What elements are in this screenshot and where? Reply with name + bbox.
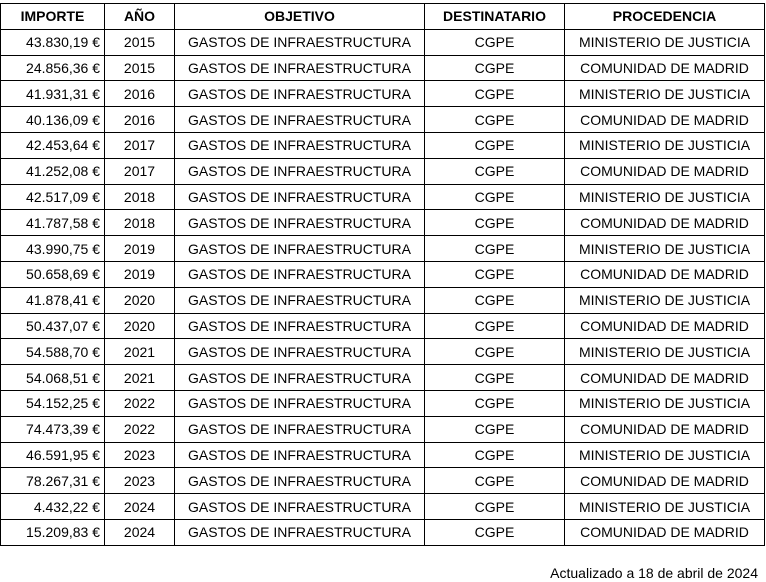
table-row [1, 313, 765, 339]
table-row [1, 519, 765, 545]
cell-importe: 41.787,58 € [1, 210, 105, 236]
cell-importe: 54.152,25 € [1, 390, 105, 416]
cell-objetivo: GASTOS DE INFRAESTRUCTURA [175, 442, 425, 468]
cell-objetivo: GASTOS DE INFRAESTRUCTURA [175, 313, 425, 339]
cell-ano: 2016 [105, 81, 175, 107]
cell-importe: 43.830,19 € [1, 29, 105, 55]
cell-ano: 2024 [105, 494, 175, 520]
cell-objetivo: GASTOS DE INFRAESTRUCTURA [175, 261, 425, 287]
cell-procedencia: COMUNIDAD DE MADRID [565, 416, 765, 442]
cell-objetivo: GASTOS DE INFRAESTRUCTURA [175, 158, 425, 184]
cell-destinatario: CGPE [425, 261, 565, 287]
cell-ano: 2015 [105, 55, 175, 81]
cell-destinatario: CGPE [425, 29, 565, 55]
cell-procedencia: MINISTERIO DE JUSTICIA [565, 29, 765, 55]
cell-destinatario: CGPE [425, 390, 565, 416]
cell-importe: 24.856,36 € [1, 55, 105, 81]
cell-destinatario: CGPE [425, 365, 565, 391]
cell-objetivo: GASTOS DE INFRAESTRUCTURA [175, 184, 425, 210]
table-row [1, 339, 765, 365]
cell-procedencia: COMUNIDAD DE MADRID [565, 210, 765, 236]
cell-destinatario: CGPE [425, 210, 565, 236]
cell-ano: 2021 [105, 365, 175, 391]
table-row [1, 390, 765, 416]
cell-objetivo: GASTOS DE INFRAESTRUCTURA [175, 365, 425, 391]
cell-ano: 2017 [105, 132, 175, 158]
cell-ano: 2018 [105, 210, 175, 236]
table-row [1, 236, 765, 262]
cell-objetivo: GASTOS DE INFRAESTRUCTURA [175, 107, 425, 133]
cell-importe: 54.588,70 € [1, 339, 105, 365]
cell-importe: 50.658,69 € [1, 261, 105, 287]
cell-objetivo: GASTOS DE INFRAESTRUCTURA [175, 81, 425, 107]
cell-importe: 15.209,83 € [1, 519, 105, 545]
table-row [1, 184, 765, 210]
cell-objetivo: GASTOS DE INFRAESTRUCTURA [175, 287, 425, 313]
table-row [1, 416, 765, 442]
table-header [1, 4, 765, 30]
cell-procedencia: COMUNIDAD DE MADRID [565, 107, 765, 133]
cell-ano: 2023 [105, 442, 175, 468]
cell-importe: 41.931,31 € [1, 81, 105, 107]
cell-objetivo: GASTOS DE INFRAESTRUCTURA [175, 210, 425, 236]
table-row [1, 287, 765, 313]
cell-ano: 2022 [105, 416, 175, 442]
cell-procedencia: COMUNIDAD DE MADRID [565, 261, 765, 287]
cell-destinatario: CGPE [425, 81, 565, 107]
cell-ano: 2024 [105, 519, 175, 545]
cell-importe: 41.252,08 € [1, 158, 105, 184]
cell-importe: 78.267,31 € [1, 468, 105, 494]
cell-procedencia: MINISTERIO DE JUSTICIA [565, 184, 765, 210]
cell-importe: 4.432,22 € [1, 494, 105, 520]
header-row [1, 4, 765, 30]
cell-procedencia: COMUNIDAD DE MADRID [565, 365, 765, 391]
cell-objetivo: GASTOS DE INFRAESTRUCTURA [175, 339, 425, 365]
cell-ano: 2022 [105, 390, 175, 416]
cell-destinatario: CGPE [425, 494, 565, 520]
cell-objetivo: GASTOS DE INFRAESTRUCTURA [175, 29, 425, 55]
cell-procedencia: COMUNIDAD DE MADRID [565, 55, 765, 81]
cell-ano: 2020 [105, 287, 175, 313]
cell-importe: 43.990,75 € [1, 236, 105, 262]
cell-ano: 2021 [105, 339, 175, 365]
cell-procedencia: COMUNIDAD DE MADRID [565, 468, 765, 494]
cell-ano: 2015 [105, 29, 175, 55]
cell-objetivo: GASTOS DE INFRAESTRUCTURA [175, 236, 425, 262]
header-destinatario: DESTINATARIO [425, 4, 565, 30]
cell-importe: 42.517,09 € [1, 184, 105, 210]
cell-importe: 50.437,07 € [1, 313, 105, 339]
table-row [1, 81, 765, 107]
cell-destinatario: CGPE [425, 416, 565, 442]
cell-procedencia: MINISTERIO DE JUSTICIA [565, 339, 765, 365]
cell-importe: 42.453,64 € [1, 132, 105, 158]
cell-objetivo: GASTOS DE INFRAESTRUCTURA [175, 55, 425, 81]
table-row [1, 494, 765, 520]
cell-importe: 41.878,41 € [1, 287, 105, 313]
cell-destinatario: CGPE [425, 132, 565, 158]
cell-destinatario: CGPE [425, 236, 565, 262]
table-row [1, 107, 765, 133]
cell-procedencia: MINISTERIO DE JUSTICIA [565, 81, 765, 107]
cell-objetivo: GASTOS DE INFRAESTRUCTURA [175, 416, 425, 442]
cell-procedencia: MINISTERIO DE JUSTICIA [565, 390, 765, 416]
cell-destinatario: CGPE [425, 184, 565, 210]
cell-objetivo: GASTOS DE INFRAESTRUCTURA [175, 494, 425, 520]
cell-destinatario: CGPE [425, 107, 565, 133]
cell-procedencia: MINISTERIO DE JUSTICIA [565, 132, 765, 158]
cell-importe: 74.473,39 € [1, 416, 105, 442]
cell-ano: 2018 [105, 184, 175, 210]
cell-destinatario: CGPE [425, 287, 565, 313]
cell-destinatario: CGPE [425, 442, 565, 468]
cell-importe: 40.136,09 € [1, 107, 105, 133]
cell-ano: 2019 [105, 261, 175, 287]
cell-procedencia: COMUNIDAD DE MADRID [565, 519, 765, 545]
cell-procedencia: MINISTERIO DE JUSTICIA [565, 236, 765, 262]
table-row [1, 261, 765, 287]
table-row [1, 365, 765, 391]
cell-ano: 2016 [105, 107, 175, 133]
table-row [1, 55, 765, 81]
table-row [1, 468, 765, 494]
cell-objetivo: GASTOS DE INFRAESTRUCTURA [175, 468, 425, 494]
cell-ano: 2017 [105, 158, 175, 184]
cell-destinatario: CGPE [425, 468, 565, 494]
table-body [1, 29, 765, 545]
cell-destinatario: CGPE [425, 339, 565, 365]
header-ano: AÑO [105, 4, 175, 30]
cell-procedencia: COMUNIDAD DE MADRID [565, 313, 765, 339]
cell-ano: 2020 [105, 313, 175, 339]
header-procedencia: PROCEDENCIA [565, 4, 765, 30]
cell-procedencia: MINISTERIO DE JUSTICIA [565, 287, 765, 313]
cell-destinatario: CGPE [425, 55, 565, 81]
cell-objetivo: GASTOS DE INFRAESTRUCTURA [175, 132, 425, 158]
cell-importe: 46.591,95 € [1, 442, 105, 468]
table-row [1, 158, 765, 184]
header-objetivo: OBJETIVO [175, 4, 425, 30]
header-importe: IMPORTE [1, 4, 105, 30]
cell-ano: 2019 [105, 236, 175, 262]
cell-destinatario: CGPE [425, 158, 565, 184]
cell-procedencia: COMUNIDAD DE MADRID [565, 158, 765, 184]
cell-destinatario: CGPE [425, 313, 565, 339]
cell-destinatario: CGPE [425, 519, 565, 545]
cell-importe: 54.068,51 € [1, 365, 105, 391]
table-row [1, 442, 765, 468]
cell-procedencia: MINISTERIO DE JUSTICIA [565, 494, 765, 520]
table-row [1, 29, 765, 55]
table-row [1, 132, 765, 158]
funding-table [0, 3, 765, 546]
table-row [1, 210, 765, 236]
cell-objetivo: GASTOS DE INFRAESTRUCTURA [175, 519, 425, 545]
cell-ano: 2023 [105, 468, 175, 494]
cell-objetivo: GASTOS DE INFRAESTRUCTURA [175, 390, 425, 416]
cell-procedencia: MINISTERIO DE JUSTICIA [565, 442, 765, 468]
updated-note: Actualizado a 18 de abril de 2024 [550, 565, 758, 581]
